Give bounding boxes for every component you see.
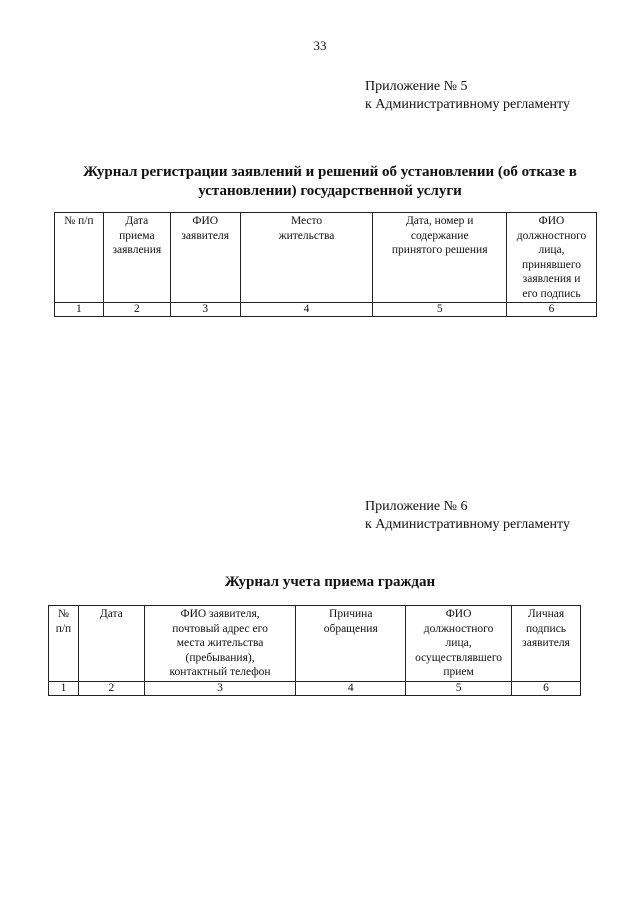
journal-1-number-cell: 4	[240, 303, 373, 317]
journal-2-header-cell	[296, 606, 406, 682]
journal-1-header-cell	[373, 213, 507, 303]
journal-2-title-text: Журнал учета приема граждан	[224, 574, 436, 590]
header-text-line: №	[57, 608, 69, 620]
journal-1-table	[54, 212, 597, 317]
journal-1-header-cell	[103, 213, 170, 303]
journal-1-header-row	[55, 213, 597, 303]
appendix-5-heading	[365, 78, 570, 114]
journal-1-number-row	[55, 303, 597, 317]
journal-1-header-cell	[55, 213, 104, 303]
journal-2-header-row	[49, 606, 581, 682]
header-text-line: лица,	[445, 637, 472, 649]
journal-2-number-cell: 3	[144, 681, 296, 695]
header-text-line: Дата	[99, 608, 123, 620]
header-text-line: Личная	[527, 608, 565, 620]
header-text-line: обращения	[323, 622, 378, 635]
header-text-line: принятого решения	[391, 244, 488, 256]
header-text-line: прием	[443, 666, 474, 678]
header-text-line: содержание	[410, 229, 469, 242]
header-text-line: приема	[119, 229, 155, 242]
header-text-line: п/п	[55, 622, 72, 635]
header-text-line: заявителя	[522, 637, 570, 649]
header-text-line: заявителя	[181, 229, 230, 242]
header-text-line: жительства	[278, 229, 335, 242]
header-text-line: Дата	[125, 215, 149, 227]
appendix-6-heading	[365, 498, 570, 534]
header-text-line: ФИО	[445, 608, 472, 620]
header-text-line: подпись	[525, 622, 567, 635]
journal-1-number-cell: 5	[373, 303, 507, 317]
header-text-line: места жительства	[176, 637, 264, 649]
header-text-line: почтовый адрес его	[172, 622, 268, 635]
journal-1-number-cell: 3	[170, 303, 240, 317]
journal-2-number-cell: 1	[49, 681, 79, 695]
header-text-line: заявления	[112, 244, 162, 256]
header-text-line: Место	[290, 215, 323, 227]
header-text-line: принявшего	[521, 258, 582, 271]
appendix-6-reference: к Административному регламенту	[365, 517, 570, 532]
header-text-line: лица,	[538, 244, 565, 256]
journal-1-header-cell	[240, 213, 373, 303]
journal-2-header-cell	[78, 606, 144, 682]
header-text-line: (пребывания),	[185, 651, 255, 664]
header-text-line: заявления и	[522, 273, 581, 285]
header-text-line: Дата, номер и	[405, 215, 474, 227]
journal-2-number-cell: 4	[296, 681, 406, 695]
appendix-5-reference: к Административному регламенту	[365, 97, 570, 112]
journal-1-number-cell: 2	[103, 303, 170, 317]
header-text-line: контактный телефон	[169, 666, 271, 678]
header-text-line: должностного	[423, 622, 494, 635]
journal-1-title	[60, 163, 600, 201]
header-text-line: ФИО	[538, 215, 565, 227]
journal-2-header-cell	[144, 606, 296, 682]
header-text-line: Причина	[329, 608, 373, 620]
journal-2-header-cell	[406, 606, 512, 682]
journal-2-number-cell: 5	[406, 681, 512, 695]
header-text-line: должностного	[516, 229, 587, 242]
header-text-line: ФИО	[192, 215, 219, 227]
header-text-line: № п/п	[64, 215, 94, 227]
appendix-6-label: Приложение № 6	[365, 499, 468, 514]
header-text-line: его подпись	[522, 287, 581, 300]
journal-2-number-row	[49, 681, 581, 695]
journal-1-title-line-2: установлении) государственной услуги	[198, 183, 462, 199]
journal-2-number-cell: 6	[512, 681, 581, 695]
journal-1-number-cell: 6	[507, 303, 597, 317]
header-text-line: ФИО заявителя,	[180, 608, 260, 620]
journal-1-header-cell	[507, 213, 597, 303]
journal-1-title-line-1: Журнал регистрации заявлений и решений об установлении (об отказе в	[83, 164, 577, 180]
journal-2-header-cell	[512, 606, 581, 682]
journal-2-title	[60, 573, 600, 592]
journal-2-table	[48, 605, 581, 696]
journal-2-header-cell	[49, 606, 79, 682]
journal-2-number-cell: 2	[78, 681, 144, 695]
journal-1-header-cell	[170, 213, 240, 303]
appendix-5-label: Приложение № 5	[365, 79, 468, 94]
header-text-line: осуществлявшего	[415, 651, 503, 664]
journal-1-number-cell: 1	[55, 303, 104, 317]
page-number: 33	[313, 38, 327, 53]
